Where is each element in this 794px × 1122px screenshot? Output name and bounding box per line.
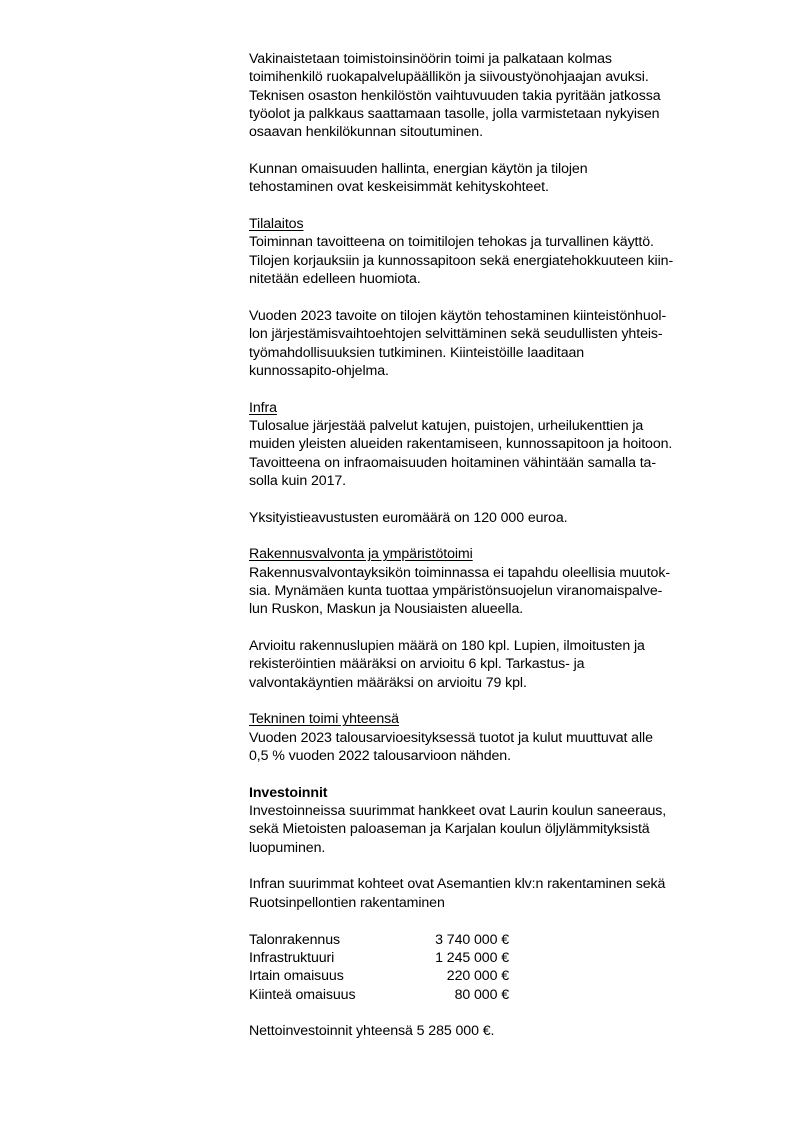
rakennusvalvonta-paragraph-permits: Arvioitu rakennuslupien määrä on 180 kpl. Lupien, ilmoitusten ja rekisteröintien määräksi on arvioitu 6 kpl. Tarkastus- ja valvontakäyntien määräksi on arvioitu 79 kpl.: [249, 638, 645, 691]
investoinnit-total: Nettoinvestoinnit yhteensä 5 285 000 €.: [249, 1023, 495, 1040]
investment-label: Irtain omaisuus: [249, 968, 344, 985]
table-row: [249, 949, 509, 967]
tilalaitos-paragraph-goal: Toiminnan tavoitteena on toimitilojen tehokas ja turvallinen käyttö. Tilojen korjauksiin ja kunnossapitoon sekä energiatehokkuuteen kiin- nitetään edelleen huomiota.: [249, 234, 674, 288]
tekninen-toimi-paragraph-budget: Vuoden 2023 talousarvioesityksessä tuotot ja kulut muuttuvat alle 0,5 % vuoden 2022 talousarvioon nähden.: [249, 729, 653, 765]
section-rakennusvalvonta: [249, 545, 749, 692]
investment-amount: 1 245 000 €: [435, 949, 509, 966]
tilalaitos-paragraph-2023: Vuoden 2023 tavoite on tilojen käytön tehostaminen kiinteistönhuol- lon järjestämisvaihtoehtojen selvittäminen sekä seudullisten yhteis- työmahdollisuuksien tutkiminen. Kiinteistöille laaditaan kunnossapito-ohjelma.: [249, 307, 667, 379]
section-heading-tilalaitos: Tilalaitos: [249, 216, 304, 233]
investment-table: [249, 931, 509, 1004]
investment-amount: 3 740 000 €: [435, 931, 509, 948]
section-heading-tekninen-toimi: Tekninen toimi yhteensä: [249, 711, 399, 728]
section-tilalaitos: [249, 215, 749, 380]
section-infra: [249, 399, 749, 527]
investoinnit-paragraph-infra: Infran suurimmat kohteet ovat Asemantien klv:n rakentaminen sekä Ruotsinpellontien rakentaminen: [249, 876, 666, 911]
intro-paragraph-staffing: Vakinaistetaan toimistoinsinöörin toimi ja palkataan kolmas toimihenkilö ruokapalvelupäällikön ja siivoustyönohjaajan avuksi. Teknisen osaston henkilöstön vaihtuvuuden takia pyritään jatkossa työolot ja palkkaus saattamaan tasolle, jolla varmistetaan nykyisen osaavan henkilökunnan sitoutuminen.: [249, 51, 661, 141]
section-heading-rakennusvalvonta: Rakennusvalvonta ja ympäristötoimi: [249, 546, 473, 563]
infra-paragraph-road-grants: Yksityistieavustusten euromäärä on 120 000 euroa.: [249, 509, 568, 526]
infra-paragraph-services: Tulosalue järjestää palvelut katujen, puistojen, urheilukenttien ja muiden yleisten alueiden rakentamiseen, kunnossapitoon ja hoitoon. Tavoitteena on infraomaisuuden hoitaminen vähintään samalla ta- solla kuin 2017.: [249, 417, 673, 489]
investment-amount: 80 000 €: [454, 986, 509, 1003]
intro-paragraph-development: Kunnan omaisuuden hallinta, energian käytön ja tilojen tehostaminen ovat keskeisimmät kehityskohteet.: [249, 161, 588, 196]
rakennusvalvonta-paragraph-unit: Rakennusvalvontayksikön toiminnassa ei tapahdu oleellisia muutok- sia. Mynämäen kunta tuottaa ympäristönsuojelun viranomaispalve- lun Ruskon, Maskun ja Nousiaisten alueella.: [249, 564, 670, 618]
investment-label: Talonrakennus: [249, 931, 340, 948]
section-investoinnit: [249, 784, 749, 1041]
table-row: [249, 967, 509, 985]
table-row: [249, 986, 509, 1004]
document-page: [249, 50, 749, 1041]
section-heading-infra: Infra: [249, 399, 277, 416]
section-tekninen-toimi: [249, 710, 749, 765]
investment-label: Kiinteä omaisuus: [249, 986, 356, 1003]
table-row: [249, 931, 509, 949]
section-heading-investoinnit: Investoinnit: [249, 784, 328, 801]
investoinnit-paragraph-projects: Investoinneissa suurimmat hankkeet ovat Laurin koulun saneeraus, sekä Mietoisten paloaseman ja Karjalan koulun öljylämmityksistä luopuminen.: [249, 803, 667, 856]
investment-label: Infrastruktuuri: [249, 949, 335, 966]
investment-amount: 220 000 €: [446, 968, 509, 985]
